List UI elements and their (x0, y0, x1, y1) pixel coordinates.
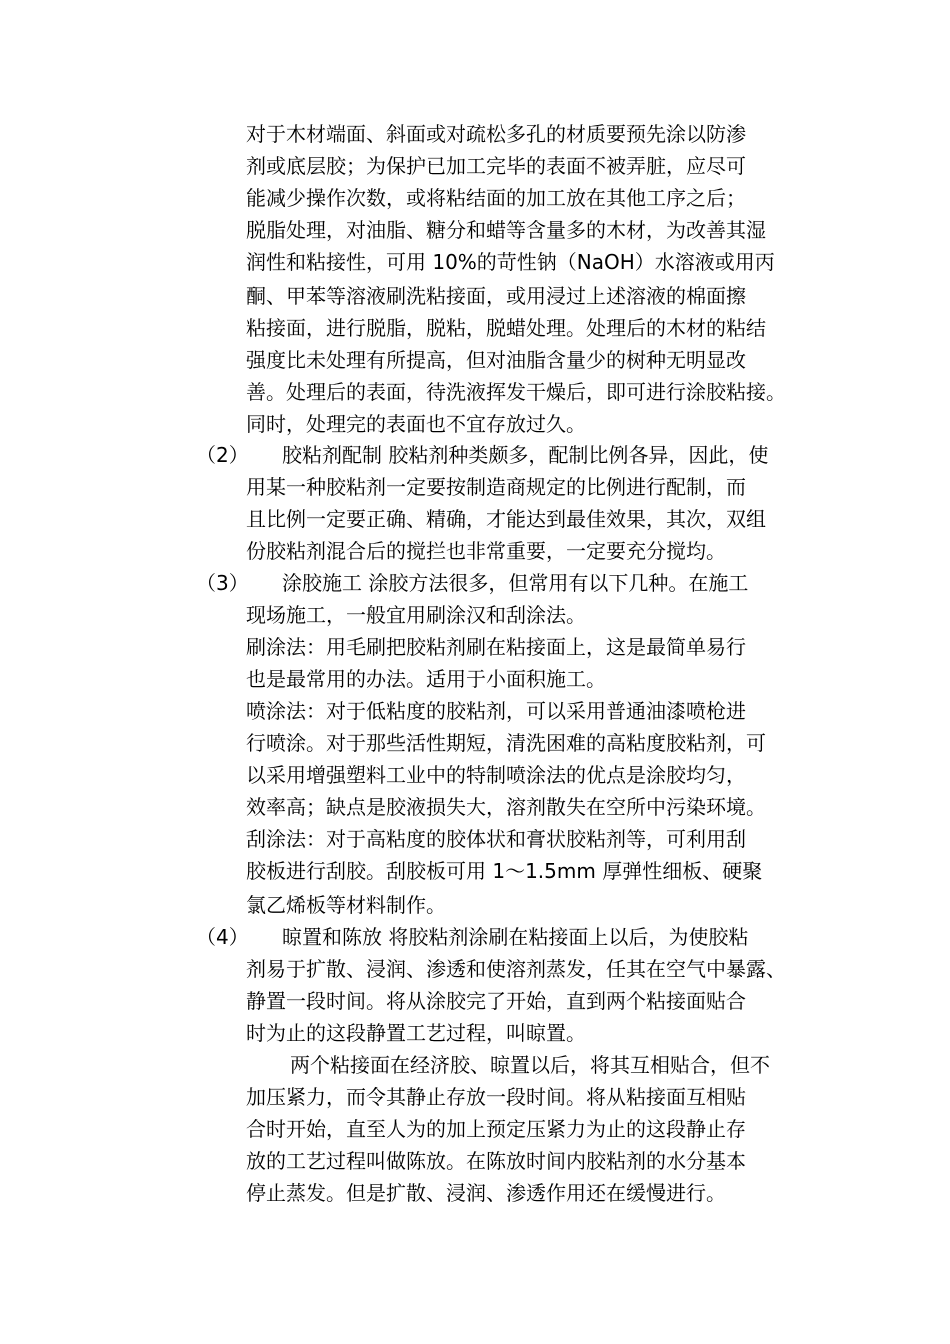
text-line: 用某一种胶粘剂一定要按制造商规定的比例进行配制，而 (246, 475, 746, 499)
text-line: 粘接面，进行脱脂，脱粘，脱蜡处理。处理后的木材的粘结 (246, 316, 766, 340)
item-number: （4） (196, 925, 249, 949)
text-line: 刷涂法：用毛刷把胶粘剂刷在粘接面上，这是最简单易行 (246, 635, 746, 659)
text-line: 也是最常用的办法。适用于小面积施工。 (246, 667, 606, 691)
text-line: 脱脂处理，对油脂、糖分和蜡等含量多的木材，为改善其湿 (246, 218, 766, 242)
text-line: 行喷涂。对于那些活性期短，清洗困难的高粘度胶粘剂，可 (246, 731, 766, 755)
text-line: 对于木材端面、斜面或对疏松多孔的材质要预先涂以防渗 (246, 122, 746, 146)
text-line: 刮涂法：对于高粘度的胶体状和膏状胶粘剂等，可利用刮 (246, 827, 746, 851)
text-line: 以采用增强塑料工业中的特制喷涂法的优点是涂胶均匀， (246, 763, 746, 787)
text-line: 且比例一定要正确、精确，才能达到最佳效果，其次，双组 (246, 507, 766, 531)
text-line: 胶板进行刮胶。刮胶板可用 1～1.5mm 厚弹性细板、硬聚 (246, 859, 763, 883)
text-line: 剂易于扩散、浸润、渗透和使溶剂蒸发，任其在空气中暴露、 (246, 957, 786, 981)
text-line: 同时，处理完的表面也不宜存放过久。 (246, 412, 586, 436)
item-number: （2） (196, 443, 249, 467)
text-line: 效率高；缺点是胶液损失大，溶剂散失在空所中污染环境。 (246, 795, 766, 819)
text-line: 晾置和陈放 将胶粘剂涂刷在粘接面上以后，为使胶粘 (282, 925, 749, 949)
text-line: 份胶粘剂混合后的搅拦也非常重要，一定要充分搅均。 (246, 539, 726, 563)
text-line: 氯乙烯板等材料制作。 (246, 893, 446, 917)
text-line: 润性和粘接性，可用 10%的苛性钠（NaOH）水溶液或用丙 (246, 250, 775, 274)
text-line: 善。处理后的表面，待洗液挥发干燥后，即可进行涂胶粘接。 (246, 380, 786, 404)
text-line: 现场施工，一般宜用刷涂汉和刮涂法。 (246, 603, 586, 627)
text-line: 时为止的这段静置工艺过程，叫晾置。 (246, 1021, 586, 1045)
text-line: 强度比未处理有所提高，但对油脂含量少的树种无明显改 (246, 348, 746, 372)
text-line: 合时开始，直至人为的加上预定压紧力为止的这段静止存 (246, 1117, 746, 1141)
text-line: 涂胶施工 涂胶方法很多，但常用有以下几种。在施工 (282, 571, 749, 595)
text-line: 加压紧力，而令其静止存放一段时间。将从粘接面互相贴 (246, 1085, 746, 1109)
text-line: 静置一段时间。将从涂胶完了开始，直到两个粘接面贴合 (246, 989, 746, 1013)
text-line: 能减少操作次数，或将粘结面的加工放在其他工序之后； (246, 186, 746, 210)
item-number: （3） (196, 571, 249, 595)
text-line: 放的工艺过程叫做陈放。在陈放时间内胶粘剂的水分基本 (246, 1149, 746, 1173)
text-line: 剂或底层胶；为保护已加工完毕的表面不被弄脏，应尽可 (246, 154, 746, 178)
text-line: 喷涂法：对于低粘度的胶粘剂，可以采用普通油漆喷枪进 (246, 699, 746, 723)
text-line: 停止蒸发。但是扩散、浸润、渗透作用还在缓慢进行。 (246, 1181, 726, 1205)
text-line: 两个粘接面在经济胶、晾置以后，将其互相贴合，但不 (290, 1053, 770, 1077)
text-line: 酮、甲苯等溶液刷洗粘接面，或用浸过上述溶液的棉面擦 (246, 284, 746, 308)
text-line: 胶粘剂配制 胶粘剂种类颇多，配制比例各异，因此，使 (282, 443, 769, 467)
